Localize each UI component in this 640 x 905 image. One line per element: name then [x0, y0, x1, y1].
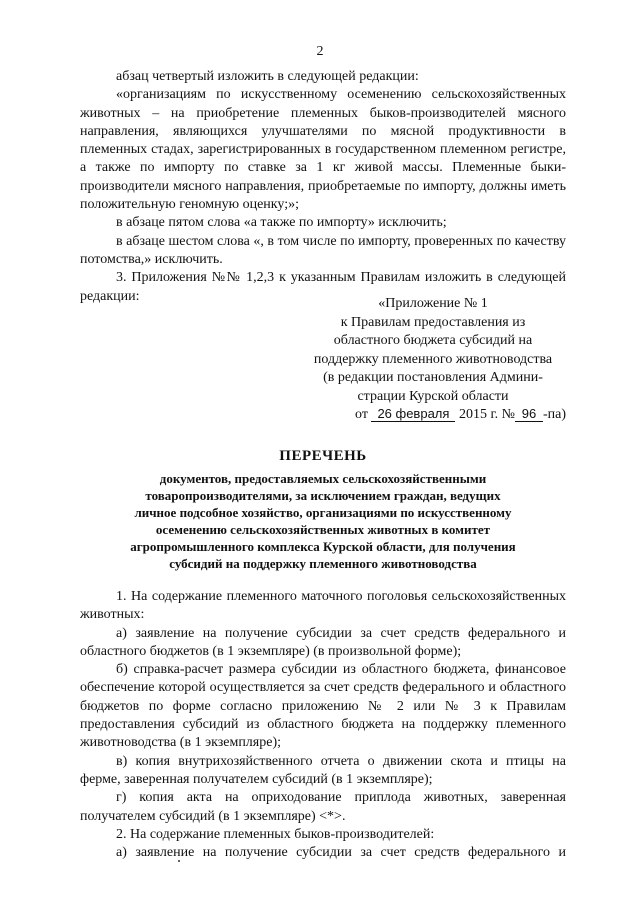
heading-subtitle	[80, 470, 566, 572]
heading-subtitle-line: агропромышленного комплекса Курской области, для получения	[130, 539, 516, 554]
heading-title: ПЕРЕЧЕНЬ	[279, 448, 367, 464]
scan-speck	[178, 860, 180, 862]
page-number: 2	[316, 44, 324, 59]
heading-subtitle-line: товаропроизводителями, за исключением граждан, ведущих	[145, 488, 501, 503]
handwritten-date: 26 февраля	[371, 407, 455, 422]
appendix-line: страции Курской области	[357, 388, 509, 404]
list-subitem: г) копия акта на оприходование приплода животных, заверенная получателем субсидий (в 1 экземпляре) <*>.	[80, 790, 566, 824]
list-subitem: в) копия внутрихозяйственного отчета о движении скота и птицы на ферме, заверенная получателем субсидий (в 1 экземпляре);	[80, 753, 566, 787]
amendment-intro	[80, 68, 566, 306]
appendix-line: областного бюджета субсидий на	[333, 333, 533, 348]
appendix-line: к Правилам предоставления из	[340, 314, 526, 330]
list-subitem: а) заявление на получение субсидии за счет средств федерального и	[116, 845, 566, 861]
heading-subtitle-line: документов, предоставляемых сельскохозяйственными	[159, 471, 487, 486]
list-item: 2. На содержание племенных быков-производителей:	[116, 826, 435, 842]
appendix-line: поддержку племенного животноводства	[313, 351, 553, 367]
date-prefix: от	[355, 407, 368, 422]
heading-subtitle-line: личное подсобное хозяйство, организациями по искусственному	[134, 505, 512, 520]
appendix-date-line	[300, 406, 566, 425]
paragraph-fourth-edit: абзац четвертый изложить в следующей редакции:	[116, 69, 419, 84]
list-subitem: б) справка-расчет размера субсидии из областного бюджета, финансовое обеспечение которой осуществляется за счет средств федерального и областного бюджетов по форме согласно приложению № 2 или № 3 к Правилам предоставления субсидий из областного бюджета на поддержку племенного животноводства (в 1 экземпляре);	[80, 662, 566, 751]
appendix-line: (в редакции постановления Админи-	[323, 370, 543, 385]
appendix-title: «Приложение № 1	[378, 296, 488, 311]
list-subitem: а) заявление на получение субсидии за счет средств федерального и областного бюджетов (в 1 экземпляре) (в произвольной форме);	[80, 625, 566, 659]
document-list	[80, 588, 566, 862]
list-item: 1. На содержание племенного маточного поголовья сельскохозяйственных животных:	[80, 589, 566, 623]
paragraph-fifth-edit: в абзаце пятом слова «а также по импорту» исключить;	[116, 215, 447, 231]
paragraph-sixth-edit: в абзаце шестом слова «, в том числе по импорту, проверенных по качеству потомства,» исключить.	[80, 233, 566, 267]
heading-subtitle-line: субсидий на поддержку племенного животноводства	[169, 556, 477, 571]
heading-subtitle-line: осеменению сельскохозяйственных животных в комитет	[155, 522, 491, 537]
handwritten-number: 96	[515, 407, 543, 422]
document-heading	[80, 446, 566, 572]
date-year: 2015 г. №	[458, 407, 515, 422]
date-suffix: -па)	[542, 407, 566, 422]
paragraph-appendices-edit: 3. Приложения №№ 1,2,3 к указанным Правилам изложить в следующей редакции:	[80, 270, 566, 304]
appendix-header	[300, 295, 566, 425]
paragraph-quoted-text: «организациям по искусственному осеменению сельскохозяйственных животных – на приобретение племенных быков-производителей мясного направления, являющихся улучшателями по мясной продуктивности в племенных стадах, зарегистрированных в государственном племенном регистре, а также по импорту по ставке за 1 кг живой массы. Племенные быки-производители мясного направления, приобретаемые по импорту, должны иметь положительную геномную оценку;»;	[80, 87, 566, 213]
